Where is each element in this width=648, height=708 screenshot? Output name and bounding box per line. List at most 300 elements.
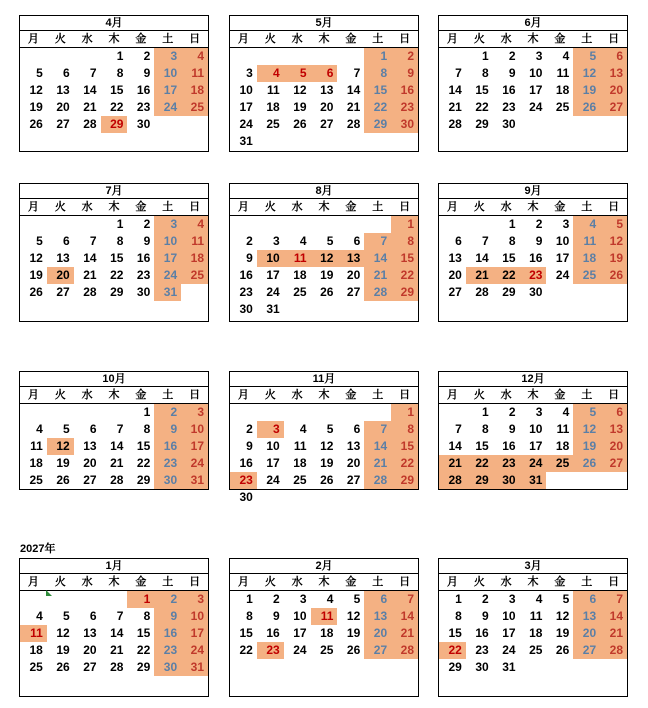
day-cell: 24: [555, 268, 570, 282]
weekday-label: 木: [527, 576, 539, 588]
day-cell: 14: [364, 438, 391, 455]
day-cell: 9: [246, 439, 253, 453]
weekday-label: 月: [446, 576, 458, 588]
day-cell: 11: [267, 83, 280, 97]
day-cell: 1: [116, 49, 124, 63]
weekday-label: 日: [189, 201, 201, 213]
day-cell: 28: [364, 472, 391, 489]
weekday-label: 木: [318, 576, 330, 588]
day-cell: 16: [475, 626, 489, 640]
day-cell: 16: [154, 625, 181, 642]
day-cell: 6: [455, 234, 462, 248]
day-cell: 7: [455, 422, 462, 436]
day-cell: 24: [266, 473, 280, 487]
weekday-label: 土: [162, 201, 174, 213]
day-cell: 27: [56, 117, 70, 131]
day-cell: 16: [391, 82, 418, 99]
day-cell: 25: [293, 473, 307, 487]
day-cell: 15: [502, 251, 516, 265]
weekday-label: 木: [108, 201, 120, 213]
day-cell: 1: [482, 49, 489, 63]
day-cell: 11: [30, 439, 43, 453]
day-cell: 6: [573, 591, 600, 608]
day-cell: 7: [116, 609, 124, 623]
day-cell: 31: [181, 472, 208, 489]
day-cell: 26: [293, 117, 307, 131]
day-cell: 27: [320, 117, 334, 131]
day-cell: 14: [83, 83, 97, 97]
day-cell: 27: [364, 642, 391, 659]
day-cell: 27: [346, 285, 361, 299]
day-cell: 4: [36, 609, 43, 623]
weekday-header: [439, 199, 627, 216]
weekday-label: 月: [237, 201, 249, 213]
weekday-label: 日: [608, 201, 620, 213]
day-cell: 18: [293, 268, 307, 282]
day-cell: 3: [562, 217, 570, 231]
day-cell: 15: [475, 439, 489, 453]
day-cell: 19: [573, 438, 600, 455]
empty-cell: [101, 404, 128, 421]
weekday-label: 月: [27, 33, 39, 45]
day-cell: 2: [154, 591, 181, 608]
day-cell: 16: [266, 626, 280, 640]
day-cell: 28: [346, 117, 361, 131]
day-cell: 8: [143, 422, 151, 436]
day-cell: 31: [266, 302, 280, 316]
empty-cell: [439, 216, 466, 233]
day-cell: 4: [257, 65, 284, 82]
day-cell: 14: [600, 608, 627, 625]
empty-cell: [230, 216, 257, 233]
day-cell: 2: [246, 422, 253, 436]
weekday-label: 月: [446, 389, 458, 401]
day-cell: 1: [127, 591, 154, 608]
day-cell: 9: [246, 251, 253, 265]
day-cell: 13: [600, 421, 627, 438]
day-cell: 16: [502, 83, 516, 97]
day-cell: 8: [116, 66, 124, 80]
day-cell: 23: [257, 642, 284, 659]
weekday-label: 火: [54, 33, 66, 45]
weekday-label: 土: [581, 389, 593, 401]
day-grid: [230, 48, 418, 150]
month-calendar: [229, 558, 419, 697]
day-cell: 7: [391, 591, 418, 608]
day-cell: 2: [482, 592, 489, 606]
day-cell: 4: [535, 592, 543, 606]
weekday-label: 木: [318, 33, 330, 45]
day-cell: 10: [154, 233, 181, 250]
day-cell: 5: [284, 65, 311, 82]
day-cell: 14: [448, 439, 462, 453]
day-cell: 6: [364, 591, 391, 608]
weekday-label: 火: [54, 576, 66, 588]
empty-cell: [337, 404, 364, 421]
day-cell: 22: [364, 99, 391, 116]
day-cell: 13: [346, 439, 361, 453]
day-cell: 15: [391, 250, 418, 267]
day-cell: 16: [136, 251, 151, 265]
day-cell: 21: [600, 625, 627, 642]
empty-cell: [439, 404, 466, 421]
weekday-label: 火: [54, 389, 66, 401]
weekday-label: 木: [527, 389, 539, 401]
day-cell: 17: [266, 268, 280, 282]
day-cell: 22: [110, 268, 124, 282]
day-cell: 3: [181, 591, 208, 608]
day-cell: 28: [391, 642, 418, 659]
weekday-label: 土: [162, 33, 174, 45]
weekday-label: 木: [108, 389, 120, 401]
day-cell: 25: [266, 117, 280, 131]
empty-cell: [230, 48, 257, 65]
empty-cell: [20, 591, 47, 608]
day-cell: 21: [83, 268, 97, 282]
day-cell: 6: [353, 422, 361, 436]
day-cell: 24: [529, 100, 543, 114]
day-cell: 8: [364, 65, 391, 82]
weekday-label: 金: [135, 576, 147, 588]
day-cell: 10: [266, 439, 280, 453]
empty-cell: [47, 216, 74, 233]
day-cell: 28: [364, 284, 391, 301]
day-cell: 4: [299, 422, 307, 436]
day-cell: 7: [482, 234, 489, 248]
day-cell: 29: [391, 472, 418, 489]
day-cell: 15: [239, 626, 253, 640]
day-cell: 23: [136, 268, 151, 282]
day-cell: 25: [181, 99, 208, 116]
day-cell: 10: [181, 608, 208, 625]
empty-cell: [101, 591, 128, 608]
day-cell: 24: [181, 455, 208, 472]
day-cell: 15: [448, 626, 462, 640]
day-cell: 19: [56, 456, 70, 470]
day-cell: 8: [482, 66, 489, 80]
day-cell: 21: [110, 456, 124, 470]
day-cell: 30: [239, 302, 253, 316]
day-cell: 30: [136, 285, 151, 299]
day-cell: 11: [284, 250, 311, 267]
day-cell: 3: [246, 66, 253, 80]
day-cell: 7: [364, 233, 391, 250]
day-cell: 17: [555, 251, 570, 265]
weekday-header: [20, 199, 208, 216]
day-cell: 6: [89, 609, 97, 623]
day-cell: 9: [508, 422, 516, 436]
day-cell: 24: [154, 267, 181, 284]
weekday-label: 月: [27, 576, 39, 588]
day-cell: 6: [63, 234, 70, 248]
day-cell: 30: [529, 285, 543, 299]
day-cell: 19: [346, 626, 361, 640]
day-cell: 8: [391, 233, 418, 250]
day-cell: 11: [556, 66, 570, 80]
weekday-header: [439, 31, 627, 48]
day-grid: [20, 404, 208, 489]
day-cell: 18: [573, 250, 600, 267]
day-cell: 17: [529, 439, 543, 453]
day-cell: 24: [239, 117, 253, 131]
day-cell: 6: [353, 234, 361, 248]
weekday-label: 土: [372, 33, 384, 45]
day-cell: 8: [143, 609, 151, 623]
weekday-label: 金: [345, 33, 357, 45]
day-cell: 17: [266, 456, 280, 470]
day-cell: 27: [600, 455, 627, 472]
weekday-label: 土: [372, 576, 384, 588]
day-cell: 15: [110, 251, 124, 265]
day-cell: 17: [181, 625, 208, 642]
day-cell: 1: [116, 217, 124, 231]
weekday-label: 日: [399, 33, 411, 45]
day-cell: 14: [110, 439, 124, 453]
day-cell: 19: [320, 268, 334, 282]
weekday-label: 金: [554, 33, 566, 45]
day-cell: 8: [455, 609, 462, 623]
day-cell: 24: [293, 643, 307, 657]
day-cell: 13: [337, 250, 364, 267]
day-cell: 3: [257, 421, 284, 438]
day-cell: 17: [502, 626, 516, 640]
day-cell: 31: [239, 134, 253, 148]
empty-cell: [439, 48, 466, 65]
day-cell: 26: [56, 473, 70, 487]
day-cell: 18: [293, 456, 307, 470]
day-cell: 7: [600, 591, 627, 608]
empty-cell: [20, 48, 47, 65]
month-title: 3月: [439, 559, 627, 574]
month-calendar: [229, 15, 419, 152]
day-cell: 16: [239, 268, 253, 282]
day-cell: 2: [154, 404, 181, 421]
day-cell: 26: [573, 455, 600, 472]
weekday-label: 土: [581, 201, 593, 213]
day-cell: 26: [320, 285, 334, 299]
day-grid: [230, 404, 418, 506]
day-cell: 14: [391, 608, 418, 625]
day-cell: 21: [364, 455, 391, 472]
day-cell: 8: [246, 609, 253, 623]
day-cell: 20: [346, 456, 361, 470]
day-cell: 12: [600, 233, 627, 250]
weekday-label: 日: [608, 389, 620, 401]
day-cell: 26: [346, 643, 361, 657]
empty-cell: [466, 216, 493, 233]
weekday-label: 日: [189, 389, 201, 401]
weekday-label: 金: [554, 389, 566, 401]
day-cell: 29: [475, 117, 489, 131]
day-cell: 14: [475, 251, 489, 265]
day-cell: 12: [346, 609, 361, 623]
weekday-label: 土: [581, 576, 593, 588]
day-cell: 22: [466, 455, 493, 472]
day-cell: 3: [273, 234, 280, 248]
day-cell: 29: [136, 473, 151, 487]
day-cell: 21: [364, 267, 391, 284]
weekday-label: 火: [264, 389, 276, 401]
day-cell: 28: [110, 473, 124, 487]
day-cell: 18: [555, 83, 570, 97]
month-title: 2月: [230, 559, 418, 574]
weekday-label: 土: [581, 33, 593, 45]
day-cell: 10: [257, 250, 284, 267]
day-cell: 23: [230, 472, 257, 489]
empty-cell: [337, 216, 364, 233]
day-cell: 30: [502, 117, 516, 131]
day-cell: 6: [89, 422, 97, 436]
day-cell: 13: [56, 83, 70, 97]
weekday-header: [230, 199, 418, 216]
day-cell: 21: [346, 100, 361, 114]
day-cell: 30: [154, 659, 181, 676]
day-cell: 10: [529, 66, 543, 80]
day-grid: [20, 591, 208, 676]
day-cell: 20: [600, 438, 627, 455]
cell-comment-marker-icon: [46, 590, 52, 596]
day-cell: 1: [391, 216, 418, 233]
month-calendar: [438, 558, 628, 697]
day-cell: 15: [364, 82, 391, 99]
day-cell: 7: [353, 66, 361, 80]
day-cell: 21: [466, 267, 493, 284]
day-cell: 26: [600, 267, 627, 284]
day-cell: 4: [573, 216, 600, 233]
month-title: 12月: [439, 372, 627, 387]
day-cell: 8: [116, 234, 124, 248]
day-cell: 11: [293, 439, 307, 453]
weekday-label: 水: [81, 389, 93, 401]
empty-cell: [230, 404, 257, 421]
day-cell: 4: [326, 592, 334, 606]
weekday-header: [439, 574, 627, 591]
day-cell: 13: [83, 626, 97, 640]
weekday-header: [20, 574, 208, 591]
month-title: 7月: [20, 184, 208, 199]
day-cell: 22: [239, 643, 253, 657]
day-cell: 17: [529, 83, 543, 97]
day-grid: [20, 216, 208, 301]
day-cell: 5: [36, 234, 43, 248]
weekday-header: [230, 574, 418, 591]
day-cell: 12: [47, 438, 74, 455]
day-cell: 5: [326, 234, 334, 248]
day-grid: [230, 591, 418, 659]
day-cell: 7: [89, 234, 97, 248]
day-cell: 5: [63, 422, 70, 436]
month-calendar: [229, 371, 419, 504]
day-cell: 20: [83, 643, 97, 657]
day-cell: 23: [502, 100, 516, 114]
weekday-label: 水: [500, 33, 512, 45]
month-calendar: [19, 183, 209, 322]
weekday-label: 火: [473, 389, 485, 401]
day-cell: 7: [89, 66, 97, 80]
day-cell: 20: [573, 625, 600, 642]
empty-cell: [74, 216, 101, 233]
day-cell: 16: [154, 438, 181, 455]
day-cell: 25: [573, 267, 600, 284]
day-cell: 20: [320, 100, 334, 114]
empty-cell: [284, 216, 311, 233]
day-cell: 19: [573, 82, 600, 99]
weekday-label: 水: [500, 201, 512, 213]
weekday-label: 木: [108, 33, 120, 45]
empty-cell: [257, 404, 284, 421]
day-cell: 22: [136, 456, 151, 470]
weekday-label: 金: [135, 201, 147, 213]
day-cell: 25: [29, 660, 43, 674]
day-cell: 16: [502, 439, 516, 453]
weekday-label: 土: [372, 389, 384, 401]
weekday-label: 火: [54, 201, 66, 213]
day-cell: 5: [63, 609, 70, 623]
weekday-label: 土: [372, 201, 384, 213]
day-cell: 10: [502, 609, 516, 623]
day-cell: 12: [573, 65, 600, 82]
day-cell: 25: [555, 100, 570, 114]
day-cell: 14: [83, 251, 97, 265]
day-cell: 1: [455, 592, 462, 606]
day-grid: [439, 48, 627, 133]
day-cell: 27: [448, 285, 462, 299]
weekday-label: 火: [473, 201, 485, 213]
day-cell: 11: [529, 609, 543, 623]
weekday-label: 月: [27, 201, 39, 213]
day-cell: 29: [110, 285, 124, 299]
empty-cell: [311, 404, 338, 421]
day-cell: 23: [493, 455, 520, 472]
day-cell: 29: [364, 116, 391, 133]
empty-cell: [47, 404, 74, 421]
weekday-label: 金: [345, 576, 357, 588]
day-cell: 2: [143, 217, 151, 231]
day-cell: 7: [455, 66, 462, 80]
day-cell: 14: [110, 626, 124, 640]
month-calendar: [229, 183, 419, 322]
day-cell: 10: [555, 234, 570, 248]
day-cell: 5: [573, 404, 600, 421]
weekday-label: 木: [108, 576, 120, 588]
day-cell: 9: [143, 234, 151, 248]
day-cell: 25: [293, 285, 307, 299]
day-cell: 12: [29, 83, 43, 97]
day-cell: 8: [391, 421, 418, 438]
day-cell: 12: [311, 250, 338, 267]
day-cell: 23: [154, 455, 181, 472]
day-cell: 9: [154, 608, 181, 625]
day-cell: 7: [364, 421, 391, 438]
day-cell: 30: [136, 117, 151, 131]
weekday-label: 火: [264, 201, 276, 213]
day-cell: 26: [29, 285, 43, 299]
weekday-label: 水: [81, 201, 93, 213]
empty-cell: [74, 48, 101, 65]
day-cell: 19: [600, 250, 627, 267]
day-cell: 1: [246, 592, 253, 606]
day-cell: 2: [508, 49, 516, 63]
day-cell: 23: [239, 285, 253, 299]
day-cell: 19: [29, 100, 43, 114]
day-cell: 25: [320, 643, 334, 657]
day-cell: 3: [154, 216, 181, 233]
day-cell: 13: [83, 439, 97, 453]
day-cell: 30: [475, 660, 489, 674]
day-cell: 23: [154, 642, 181, 659]
day-cell: 18: [181, 82, 208, 99]
day-cell: 20: [364, 625, 391, 642]
